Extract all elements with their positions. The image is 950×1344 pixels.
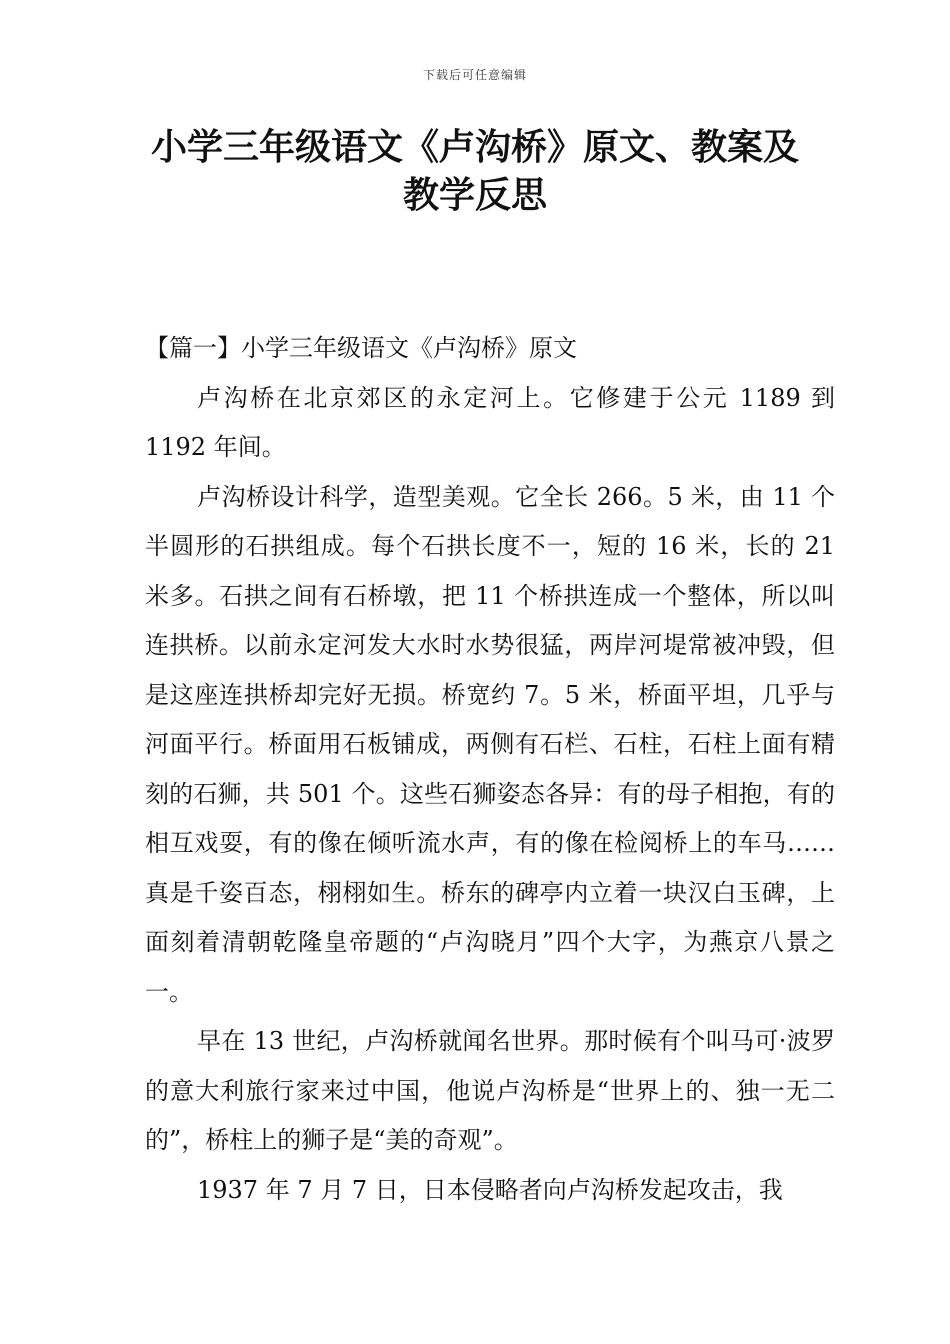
section-heading: 【篇一】小学三年级语文《卢沟桥》原文 bbox=[145, 334, 577, 362]
document-title bbox=[100, 124, 850, 220]
paragraph-location: 卢沟桥在北京郊区的永定河上。它修建于公元 1189 到 1192 年间。 bbox=[145, 383, 835, 461]
document-title-line-2: 教学反思 bbox=[402, 175, 547, 216]
paragraph-history: 1937 年 7 月 7 日，日本侵略者向卢沟桥发起攻击，我 bbox=[197, 1175, 783, 1204]
paragraph-design: 卢沟桥设计科学，造型美观。它全长 266。5 米，由 11 个半圆形的石拱组成。每个石拱长度不一，短的 16 米，长的 21 米多。石拱之间有石桥墩，把 11 个桥拱连成一个整体，所以叫连拱桥。以前永定河发大水时水势很猛，两岸河堤常被冲毁，但是这座连拱桥却完好无损。桥宽约 7。5 米，桥面平坦，几乎与河面平行。桥面用石板铺成，两侧有石栏、石柱，石柱上面有精刻的石狮，共 501 个。这些石狮姿态各异：有的母子相抱，有的相互戏耍，有的像在倾听流水声，有的像在检阅桥上的车马……真是千姿百态，栩栩如生。桥东的碑亭内立着一块汉白玉碑，上面刻着清朝乾隆皇帝题的“卢沟晓月”四个大字，为燕京八景之一。 bbox=[145, 482, 835, 1006]
document-title-line-1: 小学三年级语文《卢沟桥》原文、教案及 bbox=[150, 127, 799, 168]
paragraph-fame: 早在 13 世纪，卢沟桥就闻名世界。那时候有个叫马可·波罗的意大利旅行家来过中国，他说卢沟桥是“世界上的、独一无二的”，桥柱上的狮子是“美的奇观”。 bbox=[145, 1027, 835, 1154]
document-body bbox=[145, 324, 835, 1215]
header-note: 下载后可任意编辑 bbox=[422, 68, 527, 82]
